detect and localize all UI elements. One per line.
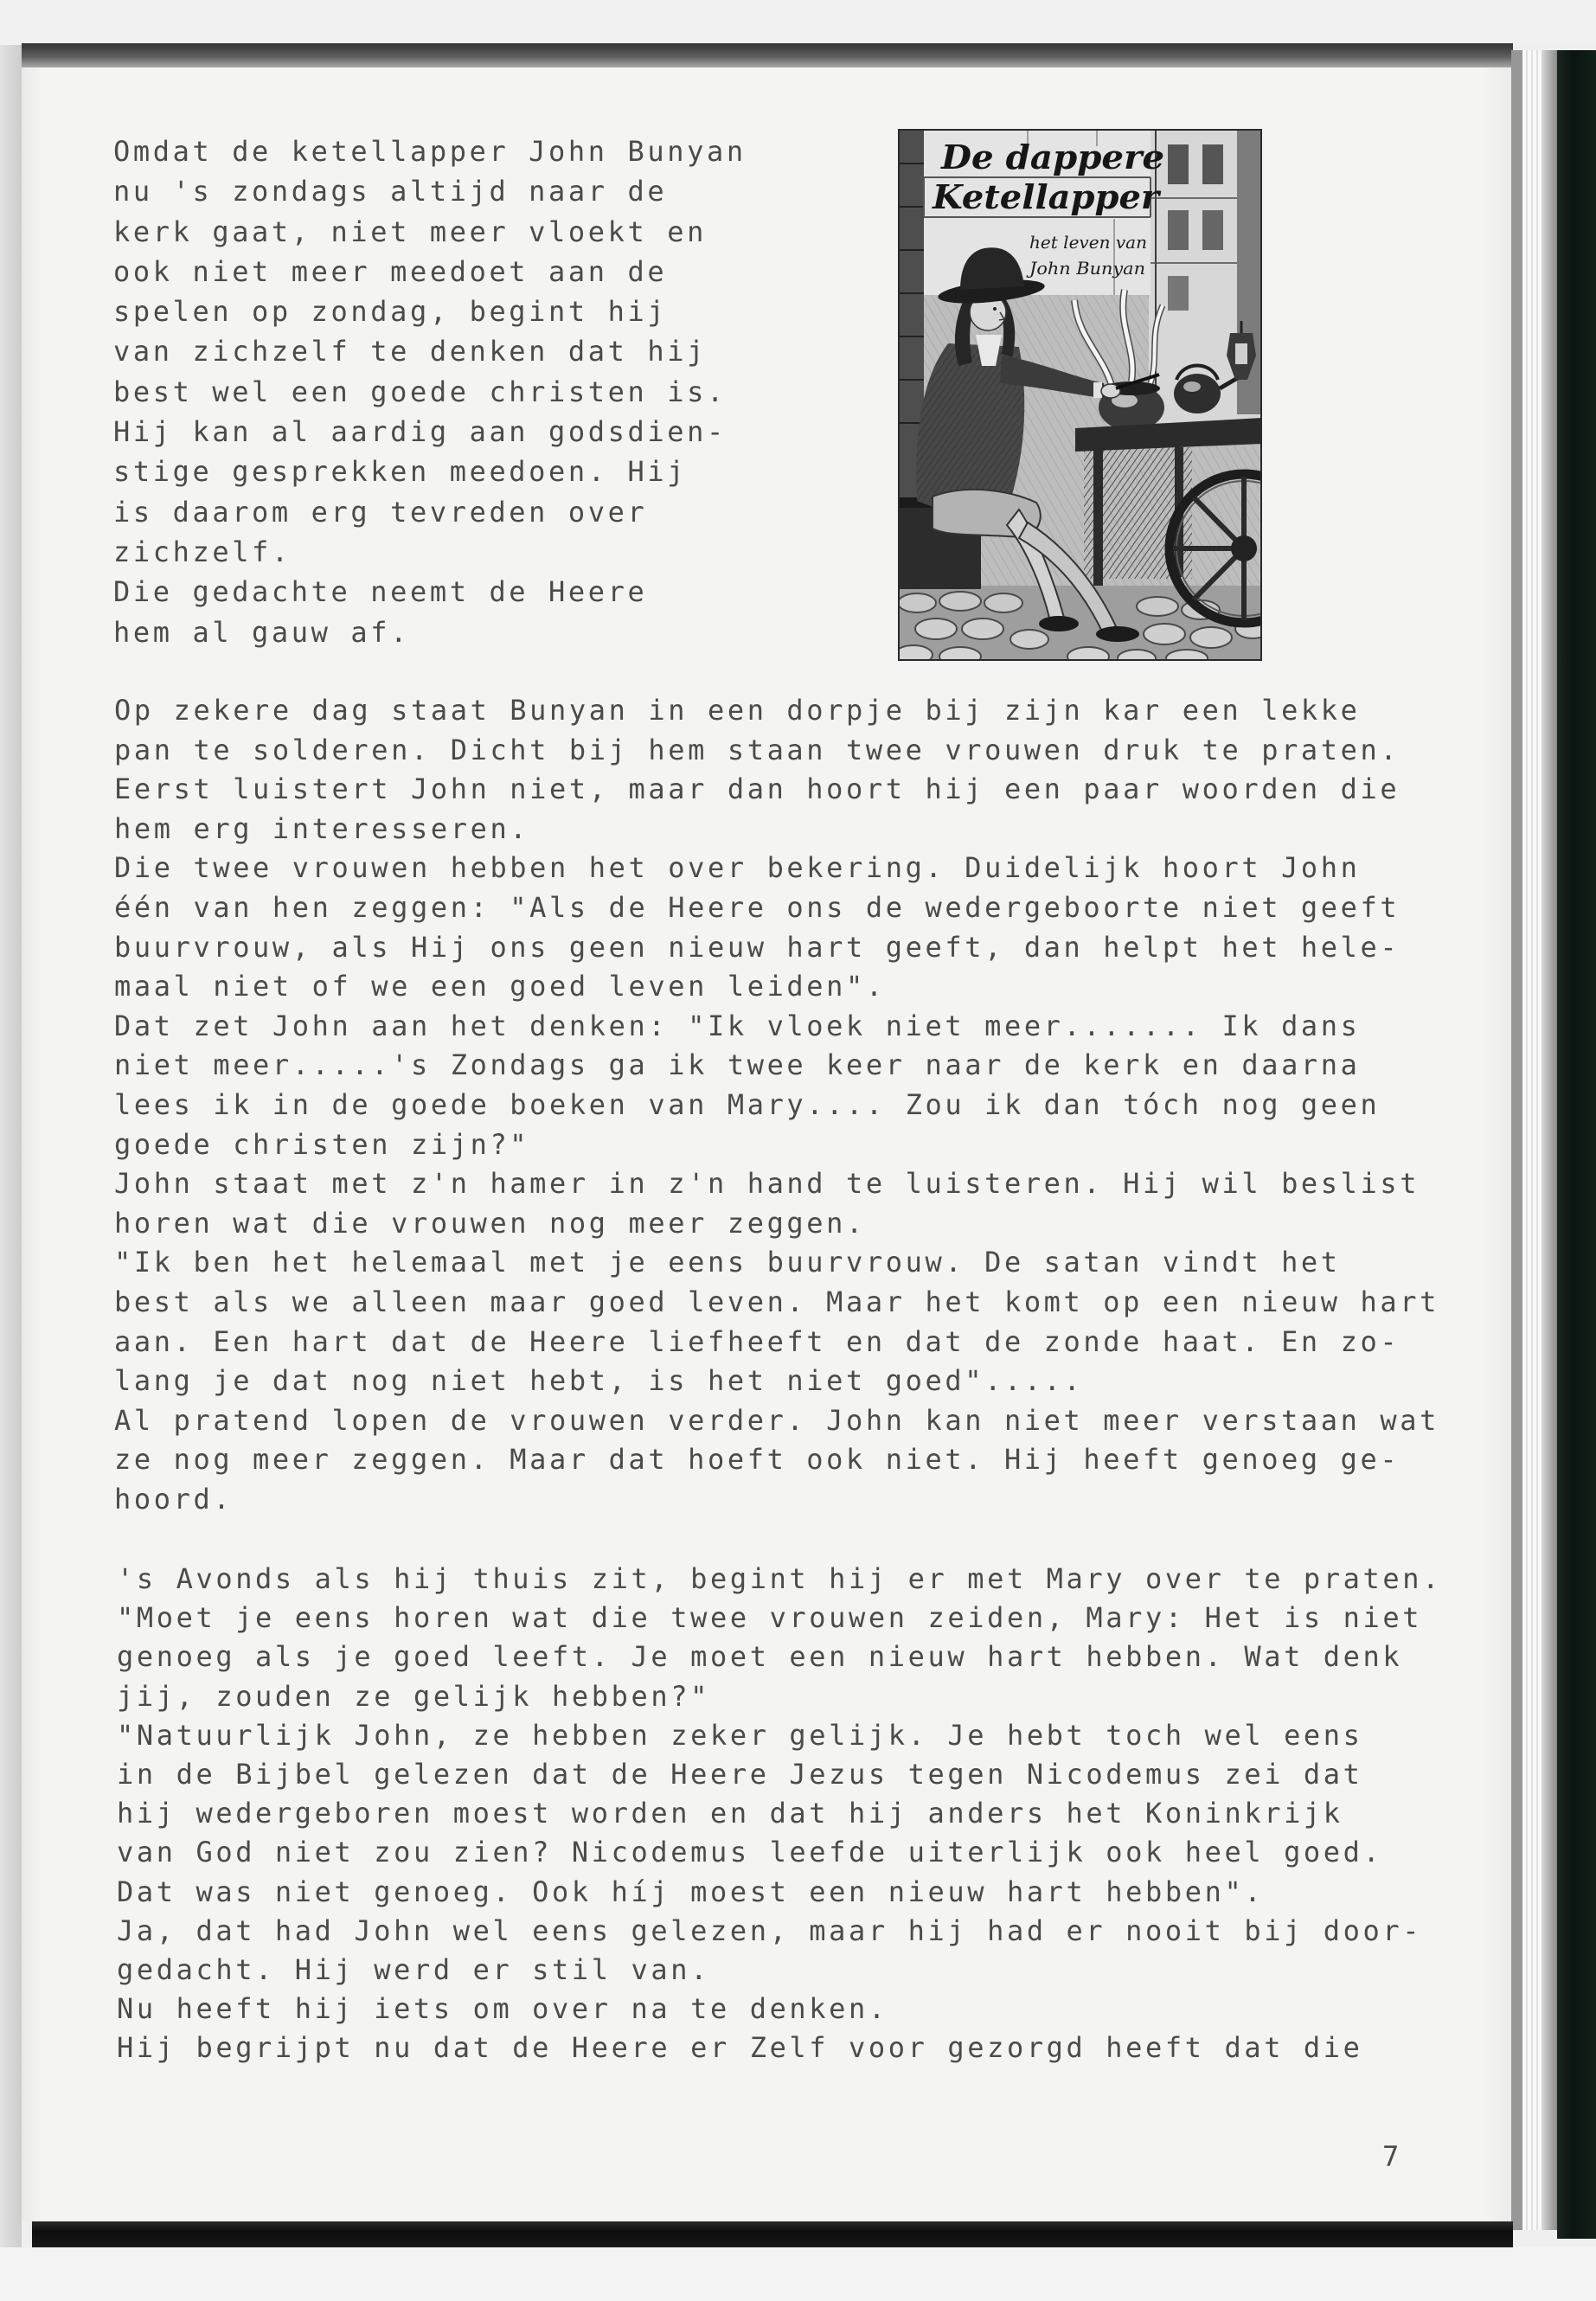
- cover-title-line-1: De dappere: [939, 138, 1164, 176]
- cover-subtitle-line-2: John Bunyan: [1025, 258, 1145, 279]
- shoe-left: [1039, 616, 1079, 631]
- text-line: Dat was niet genoeg. Ook híj moest een nieuw hart hebben".: [117, 1875, 1265, 1908]
- text-line: van God niet zou zien? Nicodemus leefde uiterlijk ook heel goed.: [117, 1836, 1383, 1869]
- text-line: maal niet of we een goed leven leiden".: [114, 970, 886, 1003]
- text-line: Ja, dat had John wel eens gelezen, maar hij had er nooit bij door-: [117, 1913, 1423, 1947]
- text-line: hem erg interesseren.: [114, 811, 530, 845]
- text-line: Al pratend lopen de vrouwen verder. John kan niet meer verstaan wat: [114, 1403, 1439, 1437]
- text-line: lang je dat nog niet hebt, is het niet goed".....: [114, 1364, 1084, 1398]
- page-number: 7: [1382, 2140, 1400, 2173]
- cobblestones: [898, 586, 1262, 661]
- text-line: ook niet meer meedoet aan de: [113, 254, 668, 288]
- text-line: Die twee vrouwen hebben het over bekering. Duidelijk hoort John: [114, 851, 1361, 885]
- text-line: stige gesprekken meedoen. Hij: [113, 455, 688, 489]
- scan-background-top: [0, 0, 1596, 45]
- scan-background-bottom: [0, 2247, 1596, 2301]
- text-line: Hij kan al aardig aan godsdien-: [113, 415, 727, 449]
- text-line: best als we alleen maar goed leven. Maar het komt op een nieuw hart: [114, 1285, 1439, 1318]
- text-line: John staat met z'n hamer in z'n hand te luisteren. Hij wil beslist: [114, 1167, 1420, 1201]
- text-line: nu 's zondags altijd naar de: [113, 175, 668, 208]
- text-line: Die gedachte neemt de Heere: [113, 575, 648, 609]
- text-line: in de Bijbel gelezen dat de Heere Jezus tegen Nicodemus zei dat: [117, 1757, 1363, 1791]
- text-line: pan te solderen. Dicht bij hem staan twee vrouwen druk te praten.: [114, 733, 1401, 766]
- text-line: Hij begrijpt nu dat de Heere er Zelf voor gezorgd heeft dat die: [117, 2031, 1363, 2065]
- page-stack-edge: [1522, 50, 1542, 2230]
- text-line: "Moet je eens horen wat die twee vrouwen zeiden, Mary: Het is niet: [117, 1601, 1423, 1635]
- text-line: één van hen zeggen: "Als de Heere ons de wedergeboorte niet geeft: [114, 890, 1401, 924]
- text-line: "Ik ben het helemaal met je eens buurvrouw. De satan vindt het: [114, 1246, 1341, 1279]
- text-line: is daarom erg tevreden over: [113, 495, 648, 529]
- text-line: Op zekere dag staat Bunyan in een dorpje bij zijn kar een lekke: [114, 694, 1361, 727]
- text-line: Eerst luistert John niet, maar dan hoort hij een paar woorden die: [114, 772, 1401, 806]
- paragraph-intro: [113, 131, 747, 652]
- text-line: Dat zet John aan het denken: "Ik vloek niet meer....... Ik dans: [114, 1009, 1361, 1042]
- text-line: buurvrouw, als Hij ons geen nieuw hart geeft, dan helpt het hele-: [114, 930, 1401, 964]
- text-line: niet meer.....'s Zondags ga ik twee keer naar de kerk en daarna: [114, 1048, 1361, 1082]
- text-line: aan. Een hart dat de Heere liefheeft en dat de zonde haat. En zo-: [114, 1324, 1401, 1358]
- text-line: zichzelf.: [113, 535, 292, 568]
- text-line: lees ik in de goede boeken van Mary.... Zou ik dan tóch nog geen: [114, 1087, 1381, 1121]
- book-cover-illustration: [898, 129, 1262, 661]
- text-line: van zichzelf te denken dat hij: [113, 335, 707, 369]
- text-line: ze nog meer zeggen. Maar dat hoeft ook niet. Hij heeft genoeg ge-: [114, 1443, 1401, 1477]
- scan-left-margin: [0, 45, 22, 2249]
- text-line: hem al gauw af.: [113, 615, 410, 649]
- text-line: gedacht. Hij werd er stil van.: [117, 1952, 710, 1986]
- text-line: Omdat de ketellapper John Bunyan: [113, 135, 747, 168]
- text-line: best wel een goede christen is.: [113, 375, 727, 408]
- text-line: jij, zouden ze gelijk hebben?": [117, 1679, 710, 1713]
- text-line: "Natuurlijk John, ze hebben zeker gelijk. Je hebt toch wel eens: [117, 1718, 1363, 1752]
- text-line: horen wat die vrouwen nog meer zeggen.: [114, 1206, 866, 1240]
- cover-title-line-2: Ketellapper: [931, 177, 1163, 216]
- shoe-right: [1096, 626, 1139, 642]
- text-line: genoeg als je goed leeft. Je moet een nieuw hart hebben. Wat denk: [117, 1640, 1403, 1674]
- page-right-shadow: [1511, 50, 1522, 2230]
- text-line: goede christen zijn?": [114, 1127, 530, 1161]
- text-line: hij wedergeboren moest worden en dat hij anders het Koninkrijk: [117, 1797, 1343, 1830]
- text-line: spelen op zondag, begint hij: [113, 295, 668, 329]
- text-line: kerk gaat, niet meer vloekt en: [113, 215, 707, 248]
- binder-spine: [1557, 50, 1596, 2239]
- text-line: 's Avonds als hij thuis zit, begint hij er met Mary over te praten.: [117, 1562, 1442, 1595]
- text-line: Nu heeft hij iets om over na te denken.: [117, 1992, 888, 2026]
- paragraph-evening-with-mary: [117, 1560, 1442, 2067]
- page-bottom-shadow: [32, 2221, 1513, 2247]
- text-line: hoord.: [114, 1482, 234, 1516]
- binder-cover-edge: [1542, 50, 1557, 2230]
- page-top-shadow: [22, 43, 1513, 67]
- paragraph-two-women: [114, 691, 1439, 1519]
- cover-subtitle-line-1: het leven van: [1029, 232, 1147, 253]
